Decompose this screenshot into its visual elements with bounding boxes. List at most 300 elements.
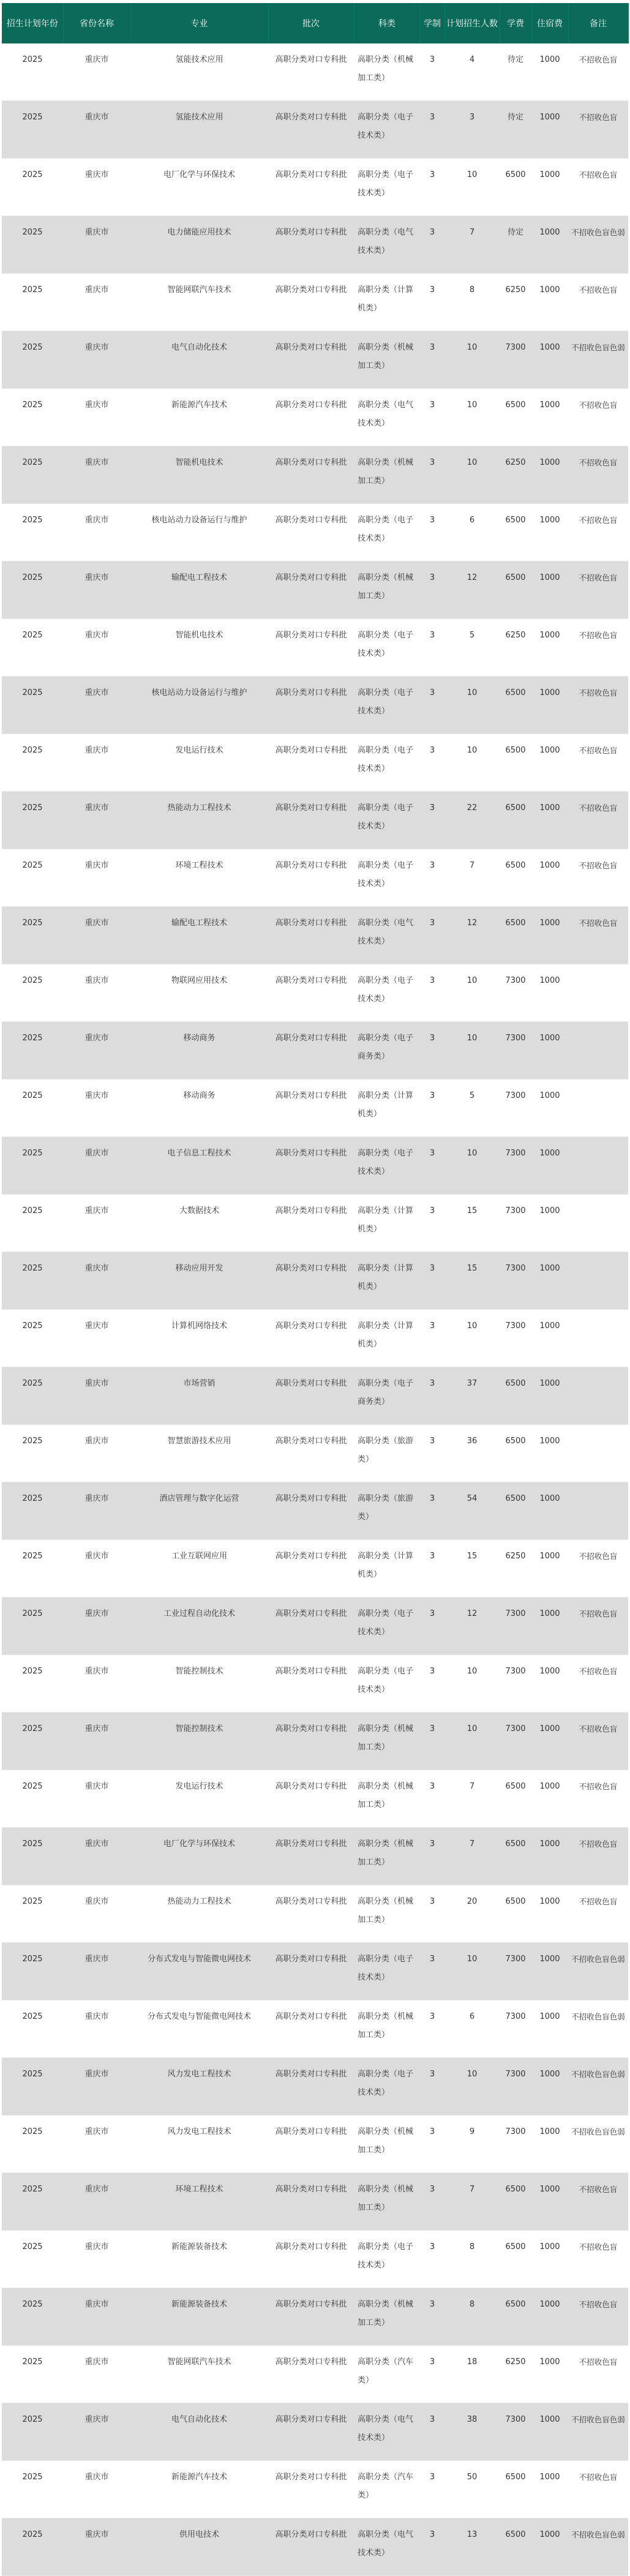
table-row — [2, 734, 628, 792]
cell-province: 重庆市 — [63, 159, 130, 216]
cell-province: 重庆市 — [63, 274, 130, 331]
cell-duration: 3 — [420, 1885, 444, 1943]
cell-planned-enrollment: 12 — [444, 561, 500, 619]
cell-planned-enrollment: 50 — [444, 2461, 500, 2518]
cell-year: 2025 — [2, 907, 63, 964]
cell-planned-enrollment: 5 — [444, 1080, 500, 1137]
cell-category: 高职分类（机械加工类） — [354, 1828, 420, 1885]
cell-duration: 3 — [420, 446, 444, 504]
header-major: 专业 — [130, 3, 268, 43]
table-row — [2, 2231, 628, 2288]
cell-major: 风力发电工程技术 — [130, 2058, 268, 2116]
cell-province: 重庆市 — [63, 1828, 130, 1885]
cell-tuition: 7300 — [500, 1137, 531, 1195]
cell-planned-enrollment: 13 — [444, 2518, 500, 2576]
cell-province: 重庆市 — [63, 677, 130, 734]
table-row — [2, 2173, 628, 2231]
cell-batch: 高职分类对口专科批 — [268, 159, 354, 216]
cell-major: 酒店管理与数字化运营 — [130, 1482, 268, 1540]
cell-province: 重庆市 — [63, 1195, 130, 1252]
cell-year: 2025 — [2, 1425, 63, 1482]
cell-duration: 3 — [420, 734, 444, 792]
cell-year: 2025 — [2, 1080, 63, 1137]
cell-duration: 3 — [420, 2403, 444, 2461]
cell-accommodation-fee: 1000 — [531, 792, 568, 849]
cell-tuition: 6500 — [500, 2173, 531, 2231]
cell-accommodation-fee: 1000 — [531, 101, 568, 159]
cell-category: 高职分类（机械加工类） — [354, 331, 420, 389]
cell-category: 高职分类（机械加工类） — [354, 2000, 420, 2058]
cell-planned-enrollment: 7 — [444, 1770, 500, 1828]
cell-category: 高职分类（电气技术类） — [354, 216, 420, 274]
cell-tuition: 7300 — [500, 331, 531, 389]
cell-duration: 3 — [420, 619, 444, 677]
cell-tuition: 7300 — [500, 964, 531, 1022]
cell-duration: 3 — [420, 1770, 444, 1828]
cell-batch: 高职分类对口专科批 — [268, 1482, 354, 1540]
cell-major: 计算机网络技术 — [130, 1310, 268, 1367]
cell-accommodation-fee: 1000 — [531, 1137, 568, 1195]
cell-tuition: 6500 — [500, 734, 531, 792]
cell-duration: 3 — [420, 964, 444, 1022]
cell-province: 重庆市 — [63, 446, 130, 504]
cell-batch: 高职分类对口专科批 — [268, 1367, 354, 1425]
cell-accommodation-fee: 1000 — [531, 2116, 568, 2173]
cell-category: 高职分类（电子技术类） — [354, 619, 420, 677]
cell-accommodation-fee: 1000 — [531, 1310, 568, 1367]
cell-major: 智慧旅游技术应用 — [130, 1425, 268, 1482]
cell-tuition: 6250 — [500, 446, 531, 504]
cell-year: 2025 — [2, 1137, 63, 1195]
cell-major: 电力储能应用技术 — [130, 216, 268, 274]
cell-duration: 3 — [420, 43, 444, 101]
cell-major: 工业过程自动化技术 — [130, 1598, 268, 1655]
cell-accommodation-fee: 1000 — [531, 446, 568, 504]
cell-duration: 3 — [420, 1713, 444, 1770]
table-row — [2, 101, 628, 159]
table-row — [2, 1195, 628, 1252]
table-row — [2, 1367, 628, 1425]
cell-province: 重庆市 — [63, 849, 130, 907]
cell-batch: 高职分类对口专科批 — [268, 619, 354, 677]
cell-remarks — [568, 1310, 628, 1367]
cell-planned-enrollment: 18 — [444, 2346, 500, 2403]
cell-major: 氢能技术应用 — [130, 101, 268, 159]
cell-planned-enrollment: 36 — [444, 1425, 500, 1482]
cell-major: 移动商务 — [130, 1080, 268, 1137]
table-row — [2, 1598, 628, 1655]
cell-tuition: 7300 — [500, 2403, 531, 2461]
cell-province: 重庆市 — [63, 43, 130, 101]
cell-province: 重庆市 — [63, 1425, 130, 1482]
cell-province: 重庆市 — [63, 1540, 130, 1598]
cell-duration: 3 — [420, 2288, 444, 2346]
cell-duration: 3 — [420, 2346, 444, 2403]
table-row — [2, 504, 628, 561]
cell-accommodation-fee: 1000 — [531, 216, 568, 274]
cell-remarks: 不招收色盲 — [568, 561, 628, 619]
cell-year: 2025 — [2, 677, 63, 734]
table-row — [2, 1425, 628, 1482]
table-row — [2, 1482, 628, 1540]
cell-batch: 高职分类对口专科批 — [268, 1022, 354, 1080]
cell-category: 高职分类（电子技术类） — [354, 1598, 420, 1655]
cell-major: 大数据技术 — [130, 1195, 268, 1252]
cell-remarks — [568, 1425, 628, 1482]
cell-tuition: 6500 — [500, 849, 531, 907]
cell-batch: 高职分类对口专科批 — [268, 2461, 354, 2518]
cell-batch: 高职分类对口专科批 — [268, 1310, 354, 1367]
cell-planned-enrollment: 6 — [444, 504, 500, 561]
cell-planned-enrollment: 10 — [444, 964, 500, 1022]
table-row — [2, 1252, 628, 1310]
cell-year: 2025 — [2, 216, 63, 274]
cell-major: 核电站动力设备运行与维护 — [130, 677, 268, 734]
table-row — [2, 2116, 628, 2173]
cell-year: 2025 — [2, 964, 63, 1022]
cell-tuition: 6500 — [500, 1770, 531, 1828]
table-row — [2, 849, 628, 907]
cell-batch: 高职分类对口专科批 — [268, 1828, 354, 1885]
cell-category: 高职分类（计算机类） — [354, 1080, 420, 1137]
cell-year: 2025 — [2, 331, 63, 389]
cell-batch: 高职分类对口专科批 — [268, 216, 354, 274]
cell-accommodation-fee: 1000 — [531, 964, 568, 1022]
cell-category: 高职分类（电子技术类） — [354, 677, 420, 734]
cell-major: 电子信息工程技术 — [130, 1137, 268, 1195]
cell-major: 智能网联汽车技术 — [130, 2346, 268, 2403]
cell-batch: 高职分类对口专科批 — [268, 331, 354, 389]
cell-remarks: 不招收色盲色弱 — [568, 2058, 628, 2116]
cell-duration: 3 — [420, 1482, 444, 1540]
cell-batch: 高职分类对口专科批 — [268, 2116, 354, 2173]
table-row — [2, 2461, 628, 2518]
cell-planned-enrollment: 38 — [444, 2403, 500, 2461]
cell-tuition: 6500 — [500, 1828, 531, 1885]
cell-major: 风力发电工程技术 — [130, 2116, 268, 2173]
cell-category: 高职分类（机械加工类） — [354, 2173, 420, 2231]
cell-planned-enrollment: 10 — [444, 446, 500, 504]
cell-province: 重庆市 — [63, 619, 130, 677]
cell-accommodation-fee: 1000 — [531, 907, 568, 964]
cell-tuition: 6500 — [500, 907, 531, 964]
cell-planned-enrollment: 7 — [444, 1828, 500, 1885]
cell-batch: 高职分类对口专科批 — [268, 274, 354, 331]
cell-major: 智能控制技术 — [130, 1713, 268, 1770]
cell-category: 高职分类（电子技术类） — [354, 849, 420, 907]
cell-province: 重庆市 — [63, 734, 130, 792]
cell-category: 高职分类（计算机类） — [354, 274, 420, 331]
cell-province: 重庆市 — [63, 1252, 130, 1310]
cell-remarks: 不招收色盲 — [568, 2231, 628, 2288]
table-row — [2, 1770, 628, 1828]
cell-planned-enrollment: 54 — [444, 1482, 500, 1540]
cell-remarks: 不招收色盲 — [568, 2173, 628, 2231]
cell-major: 输配电工程技术 — [130, 907, 268, 964]
cell-tuition: 6500 — [500, 561, 531, 619]
cell-province: 重庆市 — [63, 1713, 130, 1770]
table-row — [2, 2058, 628, 2116]
cell-major: 电厂化学与环保技术 — [130, 159, 268, 216]
cell-planned-enrollment: 10 — [444, 159, 500, 216]
cell-remarks: 不招收色盲 — [568, 101, 628, 159]
cell-year: 2025 — [2, 619, 63, 677]
cell-year: 2025 — [2, 1482, 63, 1540]
cell-planned-enrollment: 10 — [444, 389, 500, 446]
cell-duration: 3 — [420, 159, 444, 216]
cell-major: 智能机电技术 — [130, 619, 268, 677]
cell-batch: 高职分类对口专科批 — [268, 734, 354, 792]
cell-category: 高职分类（机械加工类） — [354, 2116, 420, 2173]
table-row — [2, 1655, 628, 1713]
cell-year: 2025 — [2, 101, 63, 159]
cell-duration: 3 — [420, 1080, 444, 1137]
cell-remarks — [568, 1482, 628, 1540]
cell-batch: 高职分类对口专科批 — [268, 101, 354, 159]
header-batch: 批次 — [268, 3, 354, 43]
cell-remarks: 不招收色盲 — [568, 504, 628, 561]
cell-tuition: 6250 — [500, 274, 531, 331]
cell-major: 环境工程技术 — [130, 849, 268, 907]
header-accommodation-fee: 住宿费 — [531, 3, 568, 43]
cell-province: 重庆市 — [63, 389, 130, 446]
cell-remarks — [568, 1080, 628, 1137]
cell-batch: 高职分类对口专科批 — [268, 1080, 354, 1137]
cell-major: 供用电技术 — [130, 2518, 268, 2576]
table-row — [2, 2518, 628, 2576]
cell-batch: 高职分类对口专科批 — [268, 446, 354, 504]
cell-duration: 3 — [420, 1943, 444, 2000]
cell-batch: 高职分类对口专科批 — [268, 1425, 354, 1482]
cell-remarks: 不招收色盲 — [568, 159, 628, 216]
cell-category: 高职分类（计算机类） — [354, 1540, 420, 1598]
cell-category: 高职分类（机械加工类） — [354, 1770, 420, 1828]
cell-province: 重庆市 — [63, 1367, 130, 1425]
cell-remarks: 不招收色盲 — [568, 274, 628, 331]
cell-tuition: 6500 — [500, 2518, 531, 2576]
cell-duration: 3 — [420, 1310, 444, 1367]
cell-batch: 高职分类对口专科批 — [268, 1770, 354, 1828]
cell-tuition: 6500 — [500, 389, 531, 446]
cell-major: 物联网应用技术 — [130, 964, 268, 1022]
table-row — [2, 331, 628, 389]
cell-remarks: 不招收色盲色弱 — [568, 2403, 628, 2461]
cell-accommodation-fee: 1000 — [531, 274, 568, 331]
cell-major: 环境工程技术 — [130, 2173, 268, 2231]
table-header-row — [2, 3, 628, 43]
cell-accommodation-fee: 1000 — [531, 1022, 568, 1080]
cell-province: 重庆市 — [63, 504, 130, 561]
cell-category: 高职分类（电子技术类） — [354, 159, 420, 216]
cell-major: 新能源汽车技术 — [130, 2461, 268, 2518]
cell-planned-enrollment: 4 — [444, 43, 500, 101]
cell-planned-enrollment: 10 — [444, 1310, 500, 1367]
cell-batch: 高职分类对口专科批 — [268, 389, 354, 446]
cell-accommodation-fee: 1000 — [531, 2288, 568, 2346]
cell-accommodation-fee: 1000 — [531, 2461, 568, 2518]
cell-remarks: 不招收色盲 — [568, 792, 628, 849]
cell-remarks: 不招收色盲 — [568, 1885, 628, 1943]
cell-accommodation-fee: 1000 — [531, 1943, 568, 2000]
cell-category: 高职分类（电子技术类） — [354, 1943, 420, 2000]
cell-remarks: 不招收色盲 — [568, 1655, 628, 1713]
cell-planned-enrollment: 22 — [444, 792, 500, 849]
cell-remarks: 不招收色盲色弱 — [568, 2000, 628, 2058]
table-row — [2, 1080, 628, 1137]
cell-accommodation-fee: 1000 — [531, 1655, 568, 1713]
cell-duration: 3 — [420, 2461, 444, 2518]
cell-accommodation-fee: 1000 — [531, 849, 568, 907]
cell-province: 重庆市 — [63, 1080, 130, 1137]
cell-remarks: 不招收色盲 — [568, 2461, 628, 2518]
table-row — [2, 1022, 628, 1080]
cell-major: 发电运行技术 — [130, 1770, 268, 1828]
header-planned-enrollment: 计划招生人数 — [444, 3, 500, 43]
cell-tuition: 7300 — [500, 1022, 531, 1080]
cell-province: 重庆市 — [63, 792, 130, 849]
table-row — [2, 2000, 628, 2058]
cell-accommodation-fee: 1000 — [531, 159, 568, 216]
cell-accommodation-fee: 1000 — [531, 1598, 568, 1655]
cell-duration: 3 — [420, 274, 444, 331]
cell-planned-enrollment: 8 — [444, 274, 500, 331]
cell-category: 高职分类（旅游类） — [354, 1425, 420, 1482]
cell-major: 智能控制技术 — [130, 1655, 268, 1713]
cell-tuition: 7300 — [500, 1195, 531, 1252]
table-row — [2, 619, 628, 677]
cell-tuition: 6250 — [500, 1540, 531, 1598]
cell-major: 智能网联汽车技术 — [130, 274, 268, 331]
cell-province: 重庆市 — [63, 2173, 130, 2231]
cell-batch: 高职分类对口专科批 — [268, 561, 354, 619]
cell-planned-enrollment: 12 — [444, 907, 500, 964]
cell-major: 发电运行技术 — [130, 734, 268, 792]
table-row — [2, 677, 628, 734]
table-row — [2, 446, 628, 504]
cell-major: 新能源汽车技术 — [130, 389, 268, 446]
cell-province: 重庆市 — [63, 2231, 130, 2288]
table-row — [2, 1828, 628, 1885]
cell-batch: 高职分类对口专科批 — [268, 964, 354, 1022]
table-row — [2, 1943, 628, 2000]
cell-major: 移动应用开发 — [130, 1252, 268, 1310]
cell-year: 2025 — [2, 2461, 63, 2518]
table-row — [2, 2346, 628, 2403]
cell-tuition: 7300 — [500, 2116, 531, 2173]
cell-batch: 高职分类对口专科批 — [268, 1885, 354, 1943]
cell-tuition: 6500 — [500, 1367, 531, 1425]
cell-province: 重庆市 — [63, 331, 130, 389]
cell-accommodation-fee: 1000 — [531, 2058, 568, 2116]
cell-remarks — [568, 1137, 628, 1195]
cell-planned-enrollment: 20 — [444, 1885, 500, 1943]
cell-accommodation-fee: 1000 — [531, 1713, 568, 1770]
cell-year: 2025 — [2, 159, 63, 216]
table-row — [2, 274, 628, 331]
table-row — [2, 1137, 628, 1195]
cell-province: 重庆市 — [63, 1022, 130, 1080]
table-row — [2, 1310, 628, 1367]
cell-year: 2025 — [2, 1195, 63, 1252]
cell-duration: 3 — [420, 1598, 444, 1655]
cell-duration: 3 — [420, 331, 444, 389]
cell-tuition: 6500 — [500, 504, 531, 561]
cell-tuition: 6500 — [500, 1482, 531, 1540]
cell-province: 重庆市 — [63, 2403, 130, 2461]
cell-major: 热能动力工程技术 — [130, 1885, 268, 1943]
cell-province: 重庆市 — [63, 2288, 130, 2346]
cell-duration: 3 — [420, 907, 444, 964]
cell-remarks: 不招收色盲 — [568, 43, 628, 101]
table-row — [2, 964, 628, 1022]
table-row — [2, 561, 628, 619]
cell-accommodation-fee: 1000 — [531, 43, 568, 101]
cell-province: 重庆市 — [63, 1770, 130, 1828]
cell-tuition: 7300 — [500, 1713, 531, 1770]
cell-tuition: 待定 — [500, 101, 531, 159]
cell-year: 2025 — [2, 1943, 63, 2000]
table-row — [2, 1540, 628, 1598]
cell-category: 高职分类（计算机类） — [354, 1195, 420, 1252]
cell-category: 高职分类（汽车类） — [354, 2461, 420, 2518]
cell-category: 高职分类（旅游类） — [354, 1482, 420, 1540]
cell-major: 氢能技术应用 — [130, 43, 268, 101]
cell-province: 重庆市 — [63, 1655, 130, 1713]
table-row — [2, 2288, 628, 2346]
cell-planned-enrollment: 37 — [444, 1367, 500, 1425]
cell-tuition: 6500 — [500, 2461, 531, 2518]
cell-planned-enrollment: 10 — [444, 1655, 500, 1713]
cell-tuition: 6500 — [500, 2288, 531, 2346]
cell-duration: 3 — [420, 849, 444, 907]
table-row — [2, 1885, 628, 1943]
cell-province: 重庆市 — [63, 907, 130, 964]
cell-year: 2025 — [2, 2288, 63, 2346]
table-row — [2, 43, 628, 101]
cell-batch: 高职分类对口专科批 — [268, 1713, 354, 1770]
cell-accommodation-fee: 1000 — [531, 1482, 568, 1540]
cell-year: 2025 — [2, 792, 63, 849]
header-tuition: 学费 — [500, 3, 531, 43]
cell-category: 高职分类（电子技术类） — [354, 1137, 420, 1195]
cell-major: 电厂化学与环保技术 — [130, 1828, 268, 1885]
cell-category: 高职分类（电子技术类） — [354, 1655, 420, 1713]
cell-category: 高职分类（计算机类） — [354, 1252, 420, 1310]
cell-planned-enrollment: 10 — [444, 2058, 500, 2116]
cell-major: 移动商务 — [130, 1022, 268, 1080]
cell-major: 分布式发电与智能微电网技术 — [130, 2000, 268, 2058]
cell-category: 高职分类（机械加工类） — [354, 2288, 420, 2346]
cell-planned-enrollment: 10 — [444, 1713, 500, 1770]
cell-major: 核电站动力设备运行与维护 — [130, 504, 268, 561]
cell-major: 热能动力工程技术 — [130, 792, 268, 849]
cell-planned-enrollment: 6 — [444, 2000, 500, 2058]
cell-duration: 3 — [420, 504, 444, 561]
cell-remarks — [568, 1367, 628, 1425]
cell-province: 重庆市 — [63, 2058, 130, 2116]
cell-batch: 高职分类对口专科批 — [268, 1195, 354, 1252]
cell-batch: 高职分类对口专科批 — [268, 2518, 354, 2576]
cell-accommodation-fee: 1000 — [531, 2000, 568, 2058]
cell-accommodation-fee: 1000 — [531, 504, 568, 561]
table-row — [2, 389, 628, 446]
table-row — [2, 1713, 628, 1770]
cell-planned-enrollment: 3 — [444, 101, 500, 159]
cell-major: 新能源装备技术 — [130, 2288, 268, 2346]
cell-remarks — [568, 964, 628, 1022]
cell-year: 2025 — [2, 43, 63, 101]
cell-duration: 3 — [420, 1540, 444, 1598]
